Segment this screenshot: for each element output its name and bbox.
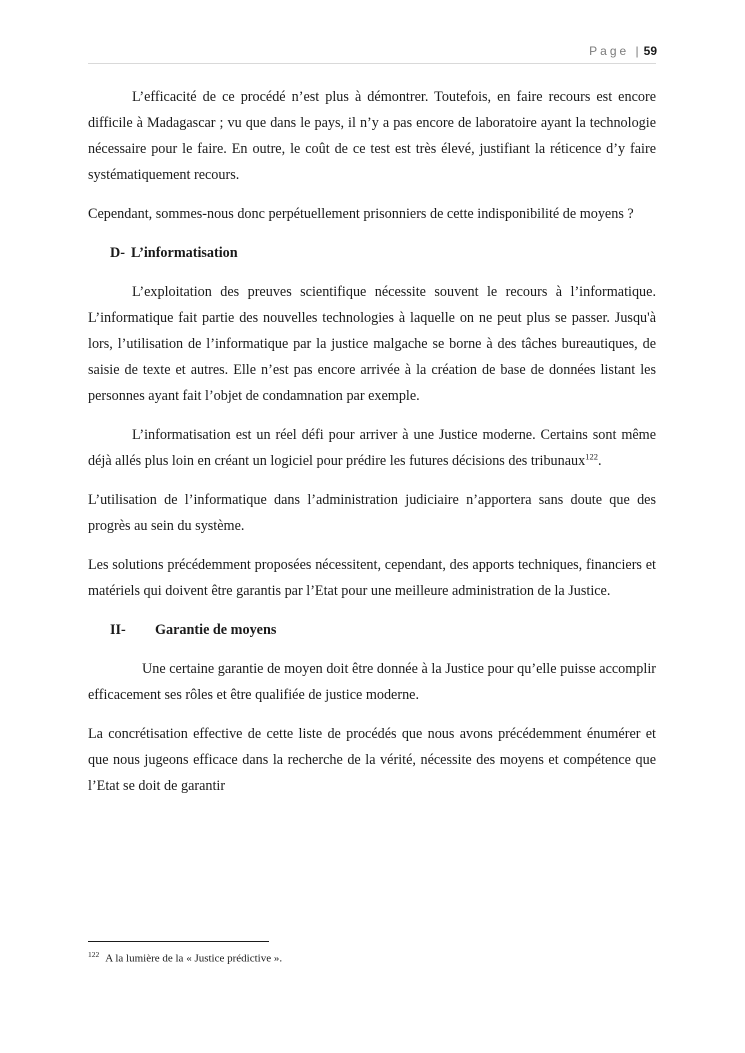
page-body — [88, 84, 656, 812]
paragraph-solutions: Les solutions précédemment proposées nécessitent, cependant, des apports techniques, financiers et matériels qui doivent être garantis par l’Etat pour une meilleure administration de la Justice. — [88, 557, 656, 599]
page-header — [589, 44, 657, 58]
page-label: Page — [589, 44, 630, 58]
paragraph-informatique: L’exploitation des preuves scientifique nécessite souvent le recours à l’informatique. L’informatique fait partie des nouvelles technologies à laquelle on ne peut plus se passer. Jusqu'à lors, l’utilisation de l’informatique par la justice malgache se borne à des tâches bureautiques, de saisie de texte et autres. Elle n’est pas encore arrivée à la création de base de données listant les personnes ayant fait l’objet de condamnation par exemple. — [88, 284, 656, 404]
footnote-text: A la lumière de la « Justice prédictive ». — [105, 952, 283, 965]
section-heading-d-label: D- — [110, 245, 125, 261]
paragraph-informatisation-text: L’informatisation est un réel défi pour arriver à une Justice moderne. Certains sont même déjà allés plus loin en créant un logiciel pour prédire les futures décisions des tribunaux — [88, 427, 656, 469]
footnote-divider — [88, 941, 269, 942]
paragraph-garantie: Une certaine garantie de moyen doit être donnée à la Justice pour qu’elle puisse accomplir efficacement ses rôles et être qualifiée de justice moderne. — [88, 661, 656, 703]
footnote — [88, 947, 282, 967]
paragraph-informatisation-end: . — [597, 453, 602, 469]
paragraph-concretisation: La concrétisation effective de cette liste de procédés que nous avons précédemment énumérer et que nous jugeons efficace dans la recherche de la vérité, nécessite des moyens et compétence que l’Etat se doit de garantir — [88, 726, 656, 794]
footnote-reference[interactable]: 122 — [585, 451, 598, 462]
page-number: 59 — [643, 44, 657, 58]
footnote-number: 122 — [88, 950, 100, 959]
paragraph-test-efficacy: L’efficacité de ce procédé n’est plus à démontrer. Toutefois, en faire recours est encore difficile à Madagascar ; vu que dans le pays, il n’y a pas encore de laboratoire ayant la technologie nécessaire pour le faire. En outre, le coût de ce test est très élevé, justifiant la réticence d’y faire systématiquement recours. — [88, 89, 656, 183]
header-divider — [88, 63, 656, 64]
paragraph-question: Cependant, sommes-nous donc perpétuellement prisonniers de cette indisponibilité de moyens ? — [88, 206, 634, 222]
section-heading-d-title: L’informatisation — [130, 245, 238, 261]
page-separator: | — [635, 44, 642, 58]
section-heading-ii — [88, 617, 656, 643]
paragraph-utilisation: L’utilisation de l’informatique dans l’administration judiciaire n’apportera sans doute que des progrès au sein du système. — [88, 492, 656, 534]
section-heading-ii-title: Garantie de moyens — [155, 622, 277, 638]
section-heading-ii-label: II- — [110, 622, 126, 638]
section-heading-d — [88, 240, 656, 266]
paragraph-informatisation — [88, 422, 656, 474]
